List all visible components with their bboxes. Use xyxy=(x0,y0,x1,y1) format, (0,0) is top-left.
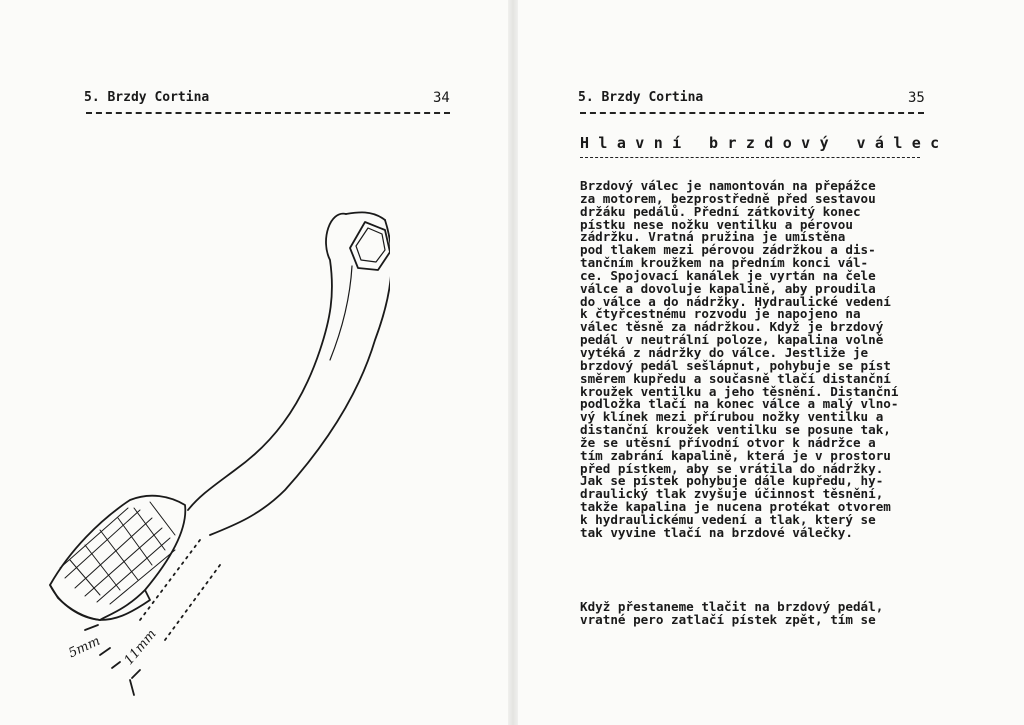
paragraph_1-line: Brzdový válec je namontován na přepážce xyxy=(580,178,876,193)
paragraph_1-line: ce. Spojovací kanálek je vyrtán na čele xyxy=(580,267,876,283)
paragraph_1-line: že se utěsní přívodní otvor k nádržce a xyxy=(580,434,876,450)
brake-pedal-drawing xyxy=(30,200,390,700)
dimension-11mm: 11mm xyxy=(121,626,160,669)
paragraph_1-line: vytéká z nádržky do válce. Jestliže je xyxy=(580,344,869,360)
paragraph_1-line: kroužek ventilku a jeho těsnění. Distanční xyxy=(580,383,899,399)
paragraph_1-line: směrem kupředu a současně tlačí distanční xyxy=(580,370,891,386)
paragraph_1-line: zádržku. Vratná pružina je umístěna xyxy=(580,229,846,245)
dim-line-2 xyxy=(165,565,220,640)
paragraph_1-line: vý klínek mezi přírubou nožky ventilku a xyxy=(580,409,884,425)
paragraph_1-line: podložka tlačí na konec válce a malý vlno- xyxy=(580,396,899,412)
paragraph_1-line: před pístkem, aby se vrátila do nádržky. xyxy=(580,460,884,476)
paragraph_1-line: takže kapalina je nucena protékat otvorem xyxy=(580,499,891,515)
paragraph_1-line: k hydraulickému vedení a tlak, který se xyxy=(580,511,876,527)
right-page-number: 35 xyxy=(908,90,925,106)
paragraph_1-line: tančním kroužkem na předním konci vál- xyxy=(580,255,869,271)
left-page-number: 34 xyxy=(433,90,450,106)
paragraph_1-line: distanční kroužek ventilku se posune tak, xyxy=(580,422,891,438)
paragraph_1-line: k čtyřcestnému rozvodu je napojeno na xyxy=(580,306,861,322)
paragraph_1-line: pedál v neutrální poloze, kapalina volně xyxy=(580,332,884,348)
page-gutter xyxy=(508,0,518,725)
paragraph_2-line: vratné pero zatlačí pístek zpět, tím se xyxy=(580,611,876,627)
paragraph_1-line: držáku pedálů. Přední zátkovitý konec xyxy=(580,203,861,219)
paragraph_1-line: brzdový pedál sešlápnut, pohybuje se píst xyxy=(580,357,891,373)
right-running-head: 5. Brzdy Cortina xyxy=(578,90,704,105)
paragraph_1-line: tím zabrání kapalině, která je v prostoru xyxy=(580,447,891,463)
paragraph_1-line: tak vyvine tlačí na brzdové válečky. xyxy=(580,524,853,540)
paragraph_1-line: válce a dovoluje kapalině, aby proudila xyxy=(580,280,876,296)
paragraph_1-line: draulický tlak zvyšuje účinnost těsnění, xyxy=(580,486,884,502)
body-paragraph-2 xyxy=(580,601,960,627)
body-paragraph-1 xyxy=(580,180,960,540)
paragraph_2-line: Když přestaneme tlačit na brzdový pedál, xyxy=(580,599,884,614)
dim-line-1 xyxy=(140,540,200,620)
pad-crosshatch xyxy=(60,502,175,604)
dimension-5mm: 5mm xyxy=(66,633,103,662)
paragraph_1-line: do válce a do nádržky. Hydraulické vedení xyxy=(580,293,891,309)
paragraph_1-line: válec těsně za nádržkou. Když je brzdový xyxy=(580,319,884,335)
section-title-rule xyxy=(580,157,920,158)
section-title: Hlavní brzdový válec xyxy=(580,134,949,152)
paragraph_1-line: pístku nese nožku ventilku a pérovou xyxy=(580,216,853,232)
paragraph_1-line: Jak se pístek pohybuje dále kupředu, hy- xyxy=(580,473,884,489)
paragraph_1-line: za motorem, bezprostředně před sestavou xyxy=(580,190,876,206)
paragraph_1-line: pod tlakem mezi pérovou zádržkou a dis- xyxy=(580,242,876,258)
pedal-arm-outline xyxy=(188,214,346,510)
left-running-head: 5. Brzdy Cortina xyxy=(84,90,210,105)
left-header-rule xyxy=(86,112,450,114)
right-header-rule xyxy=(580,112,924,114)
